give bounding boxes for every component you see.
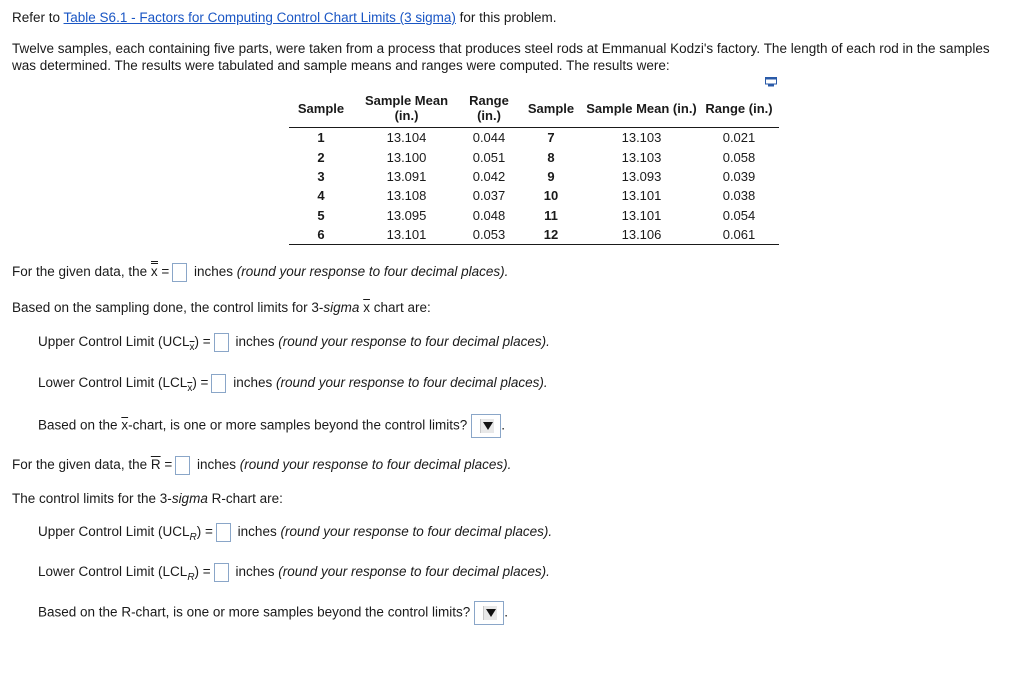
cell-mean: 13.103 — [621, 130, 662, 146]
r-beyond-limits-question — [38, 601, 508, 625]
header-range-2: Range (in.) — [699, 91, 779, 128]
sigma-word: sigma — [323, 300, 360, 315]
table-row — [289, 206, 779, 225]
ucl-xbar-row — [38, 333, 550, 353]
xbar-intro-suffix: chart are: — [369, 300, 431, 315]
rounding-instruction: (round your response to four decimal places). — [236, 264, 509, 280]
cell-sample: 3 — [317, 168, 325, 184]
header-range — [460, 91, 518, 128]
table-row — [289, 167, 779, 186]
cell-mean: 13.101 — [621, 207, 662, 223]
units-text: inches — [229, 375, 276, 391]
table-header-row — [289, 91, 779, 128]
cell-sample: 5 — [317, 207, 325, 223]
xbarbar-answer-input[interactable] — [172, 263, 187, 282]
beyond-r-text: Based on the R-chart, is one or more samples beyond the control limits? — [38, 604, 471, 620]
intro-suffix: for this problem. — [455, 10, 557, 25]
lcl-xbar-answer-input[interactable] — [211, 374, 226, 393]
cell-mean: 13.095 — [386, 207, 427, 223]
rounding-instruction: (round your response to four decimal places). — [275, 375, 548, 391]
cell-mean: 13.100 — [386, 149, 427, 165]
units-text: inches — [190, 264, 237, 280]
header-range-line1: Range — [469, 93, 509, 108]
rbar-answer-input[interactable] — [175, 456, 190, 475]
x-bar-symbol: $\overline{x}$ — [121, 417, 129, 433]
rounding-instruction: (round your response to four decimal places). — [239, 457, 512, 473]
ucl-xbar-answer-input[interactable] — [214, 333, 229, 352]
r-limits-intro — [12, 491, 283, 506]
ucl-r-subscript: R — [189, 532, 197, 544]
equals-sign: = — [157, 264, 170, 280]
intro-prefix: Refer to — [12, 10, 64, 25]
problem-text: Twelve samples, each containing five parts, were taken from a process that produces steel rods at Emmanual Kodzi's factory. The length of each rod in the samples was determined. The results were tabulated and sample means and ranges were computed. The results were: — [12, 41, 990, 73]
cell-range: 0.044 — [472, 130, 506, 146]
cell-sample: 8 — [547, 149, 555, 165]
cell-range: 0.042 — [472, 168, 506, 184]
cell-range: 0.053 — [460, 225, 518, 245]
rounding-instruction: (round your response to four decimal places). — [280, 524, 553, 540]
lcl-r-equals: ) = — [194, 564, 211, 580]
table-row — [289, 225, 779, 245]
xbar-beyond-limits-dropdown[interactable] — [471, 414, 501, 438]
period: . — [504, 604, 508, 620]
cell-sample: 7 — [547, 130, 555, 146]
lcl-r-label: Lower Control Limit (LCL — [38, 564, 188, 580]
table-row — [289, 147, 779, 166]
table-row — [289, 128, 779, 148]
question-xbarbar — [12, 263, 508, 282]
cell-mean: 13.108 — [386, 188, 427, 204]
lcl-r-row — [38, 563, 550, 583]
ucl-r-label: Upper Control Limit (UCL — [38, 524, 190, 540]
question-rbar — [12, 456, 511, 475]
period: . — [501, 417, 505, 433]
xbar-beyond-limits-question — [38, 414, 505, 438]
x-bar-symbol: $\overline{x}$ — [363, 300, 370, 315]
ucl-xbar-equals: ) = — [194, 334, 211, 350]
ucl-r-row — [38, 523, 552, 543]
r-bar-symbol: $\overline{R}$ — [150, 457, 161, 473]
ucl-xbar-subscript: x — [189, 342, 195, 354]
table-row — [289, 186, 779, 205]
beyond-x-prefix: Based on the — [38, 417, 122, 433]
question-xbarbar-prefix: For the given data, the — [12, 264, 151, 280]
units-text: inches — [233, 524, 281, 540]
lcl-xbar-equals: ) = — [192, 375, 209, 391]
cell-range: 0.037 — [472, 188, 506, 204]
ucl-r-equals: ) = — [196, 524, 213, 540]
cell-range: 0.021 — [722, 130, 756, 146]
ucl-xbar-label: Upper Control Limit (UCL — [38, 334, 190, 350]
cell-sample: 12 — [518, 225, 584, 245]
cell-sample: 9 — [547, 168, 555, 184]
sigma-word: sigma — [171, 491, 208, 506]
cell-range: 0.058 — [722, 149, 756, 165]
cell-sample: 10 — [543, 188, 559, 204]
cell-range: 0.039 — [722, 168, 756, 184]
cell-mean: 13.101 — [621, 188, 662, 204]
copy-table-icon[interactable] — [765, 77, 777, 87]
cell-mean: 13.091 — [386, 168, 427, 184]
cell-range: 0.038 — [722, 188, 756, 204]
question-rbar-prefix: For the given data, the — [12, 457, 151, 473]
cell-sample: 6 — [289, 225, 353, 245]
cell-mean: 13.093 — [621, 168, 662, 184]
header-sample-mean-2: Sample Mean (in.) — [584, 91, 699, 128]
units-text: inches — [231, 564, 279, 580]
cell-sample: 4 — [317, 188, 325, 204]
ucl-r-answer-input[interactable] — [216, 523, 231, 542]
r-intro-prefix: The control limits for the 3- — [12, 491, 172, 506]
dropdown-arrow-icon — [483, 606, 497, 620]
equals-sign: = — [160, 457, 173, 473]
r-beyond-limits-dropdown[interactable] — [474, 601, 504, 625]
cell-sample: 1 — [317, 130, 325, 146]
cell-range: 0.051 — [472, 149, 506, 165]
cell-range: 0.061 — [699, 225, 779, 245]
dropdown-arrow-icon — [480, 419, 494, 433]
cell-mean: 13.106 — [584, 225, 699, 245]
header-range-line2: (in.) — [477, 108, 501, 123]
cell-range: 0.048 — [472, 207, 506, 223]
rounding-instruction: (round your response to four decimal places). — [278, 334, 550, 350]
cell-range: 0.054 — [722, 207, 756, 223]
table-s6-1-link[interactable]: Table S6.1 - Factors for Computing Control Chart Limits (3 sigma) — [63, 10, 456, 25]
lcl-xbar-subscript: x — [187, 383, 193, 395]
x-double-bar-symbol: x — [150, 264, 158, 280]
rounding-instruction: (round your response to four decimal places). — [278, 564, 550, 580]
lcl-r-answer-input[interactable] — [214, 563, 229, 582]
samples-table — [289, 91, 779, 245]
header-sample: Sample — [289, 91, 353, 128]
units-text: inches — [193, 457, 240, 473]
r-intro-suffix: R-chart are: — [207, 491, 283, 506]
header-sample-mean-line1: Sample Mean — [364, 93, 449, 108]
cell-sample: 2 — [317, 149, 325, 165]
xbar-intro-prefix: Based on the sampling done, the control limits for 3- — [12, 300, 324, 315]
header-sample-mean-line2: (in.) — [394, 108, 419, 123]
cell-mean: 13.101 — [353, 225, 460, 245]
cell-mean: 13.104 — [386, 130, 427, 146]
xbar-limits-intro — [12, 300, 431, 315]
header-sample-mean — [353, 91, 460, 128]
intro-line — [12, 10, 556, 25]
units-text: inches — [231, 334, 279, 350]
lcl-r-subscript: R — [187, 572, 195, 584]
header-sample-2: Sample — [518, 91, 584, 128]
lcl-xbar-label: Lower Control Limit (LCL — [38, 375, 188, 391]
cell-sample: 11 — [544, 207, 558, 223]
cell-mean: 13.103 — [621, 149, 662, 165]
lcl-xbar-row — [38, 374, 548, 394]
beyond-x-suffix: -chart, is one or more samples beyond the control limits? — [128, 417, 468, 433]
